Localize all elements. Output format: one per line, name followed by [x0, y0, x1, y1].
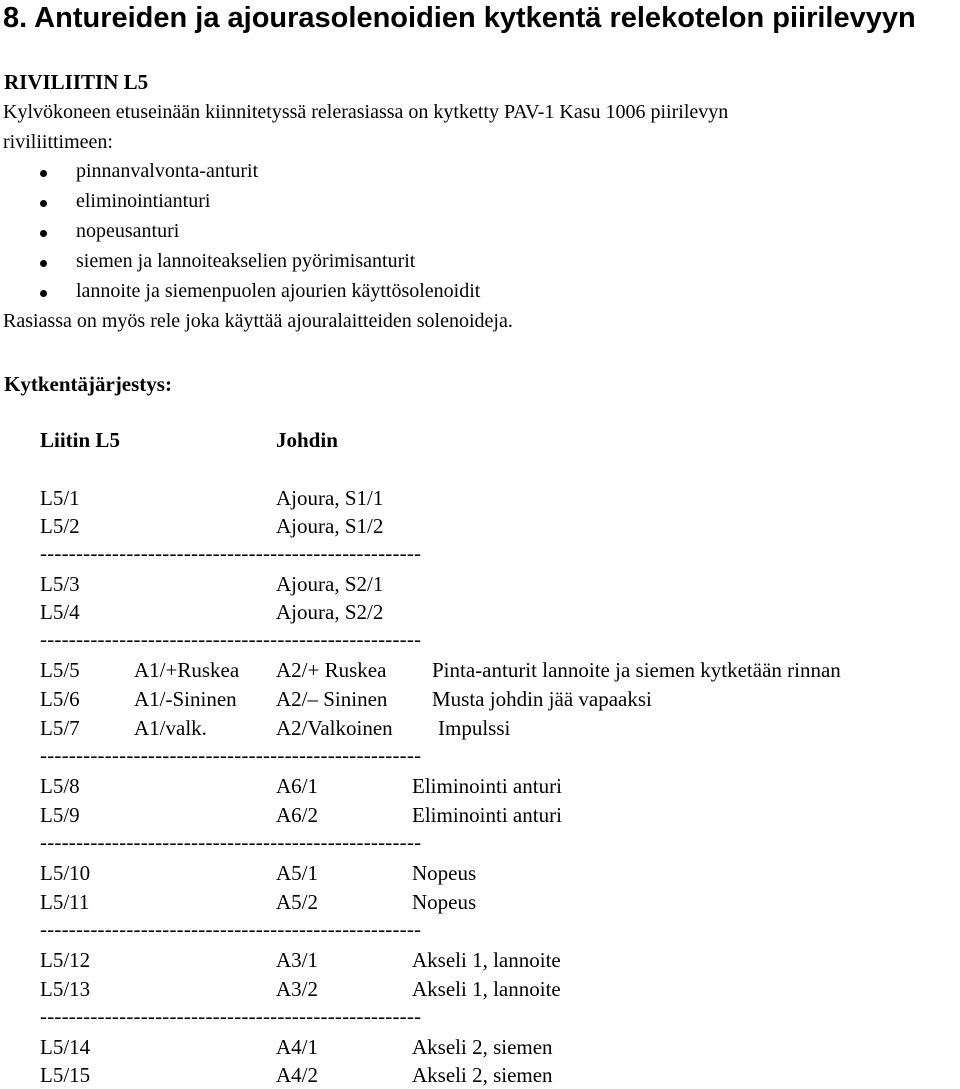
table-row-a2: A2/+ Ruskea [276, 658, 387, 682]
table-row-note: Impulssi [438, 716, 511, 740]
table-row-pin: L5/14 [40, 1035, 91, 1059]
table-row-desc: Akseli 2, siemen [412, 1035, 553, 1059]
table-row-pin: L5/5 [40, 658, 80, 682]
table-row-pin: L5/15 [40, 1063, 91, 1087]
table-row-wire: Ajoura, S1/2 [276, 514, 384, 538]
table-row-pin: L5/11 [40, 890, 90, 914]
list-item: siemen ja lannoiteakselien pyörimisanturit [76, 250, 416, 272]
table-row-pin: L5/4 [40, 600, 80, 624]
intro-line-2: riviliittimeen: [3, 131, 113, 153]
separator-line: ----------------------------------------------------- [40, 627, 422, 651]
table-row-wire: A5/2 [276, 890, 318, 914]
outro-text: Rasiassa on myös rele joka käyttää ajouralaitteiden solenoideja. [3, 310, 513, 332]
table-row-pin: L5/9 [40, 803, 80, 827]
table-row-desc: Eliminointi anturi [412, 803, 562, 827]
bullet-dot-icon [40, 260, 47, 267]
table-row-desc: Akseli 2, siemen [412, 1063, 553, 1087]
table-row-pin: L5/13 [40, 977, 91, 1001]
table-row-pin: L5/12 [40, 948, 91, 972]
table-row-a2: A2/Valkoinen [276, 716, 393, 740]
bullet-dot-icon [40, 290, 47, 297]
list-item: pinnanvalvonta-anturit [76, 160, 259, 182]
table-row-a1: A1/+Ruskea [134, 658, 240, 682]
separator-line: ----------------------------------------------------- [40, 830, 422, 854]
table-row-pin: L5/10 [40, 861, 91, 885]
bullet-dot-icon [40, 200, 47, 207]
table-row-wire: A3/1 [276, 948, 318, 972]
col-header-wire: Johdin [276, 428, 338, 452]
table-row-pin: L5/8 [40, 774, 80, 798]
table-row-desc: Akseli 1, lannoite [412, 977, 561, 1001]
separator-line: ----------------------------------------------------- [40, 1004, 422, 1028]
intro-line-1: Kylvökoneen etuseinään kiinnitetyssä relerasiassa on kytketty PAV-1 Kasu 1006 piirilevyn [3, 101, 729, 123]
separator-line: ----------------------------------------------------- [40, 743, 422, 767]
list-item: eliminointianturi [76, 190, 211, 212]
table-row-a1: A1/valk. [134, 716, 207, 740]
table-row-wire: A6/2 [276, 803, 318, 827]
list-item: lannoite ja siemenpuolen ajourien käyttösolenoidit [76, 280, 481, 302]
table-row-pin: L5/6 [40, 687, 80, 711]
separator-line: ----------------------------------------------------- [40, 541, 422, 565]
table-row-pin: L5/7 [40, 716, 80, 740]
table-row-wire: Ajoura, S2/1 [276, 572, 384, 596]
list-item: nopeusanturi [76, 220, 180, 242]
table-row-wire: A4/2 [276, 1063, 318, 1087]
separator-line: ----------------------------------------------------- [40, 917, 422, 941]
table-row-wire: A3/2 [276, 977, 318, 1001]
table-row-wire: A4/1 [276, 1035, 318, 1059]
bullet-dot-icon [40, 170, 47, 177]
table-row-wire: Ajoura, S2/2 [276, 600, 384, 624]
bullet-dot-icon [40, 230, 47, 237]
table-row-pin: L5/2 [40, 514, 80, 538]
table-row-pin: L5/1 [40, 486, 80, 510]
table-row-a1: A1/-Sininen [134, 687, 237, 711]
table-row-note: Pinta-anturit lannoite ja siemen kytketään rinnan [432, 658, 841, 682]
table-row-desc: Akseli 1, lannoite [412, 948, 561, 972]
section-heading: RIVILIITIN L5 [4, 70, 149, 94]
table-row-a2: A2/– Sininen [276, 687, 388, 711]
order-heading: Kytkentäjärjestys: [4, 372, 172, 396]
table-row-wire: Ajoura, S1/1 [276, 486, 384, 510]
table-row-desc: Nopeus [412, 890, 477, 914]
table-row-note: Musta johdin jää vapaaksi [432, 687, 652, 711]
page-title: 8. Antureiden ja ajourasolenoidien kytkentä relekotelon piirilevyyn [3, 2, 916, 34]
col-header-connector: Liitin L5 [40, 428, 120, 452]
table-row-desc: Eliminointi anturi [412, 774, 562, 798]
table-row-desc: Nopeus [412, 861, 477, 885]
table-row-pin: L5/3 [40, 572, 80, 596]
table-row-wire: A5/1 [276, 861, 318, 885]
table-row-wire: A6/1 [276, 774, 318, 798]
